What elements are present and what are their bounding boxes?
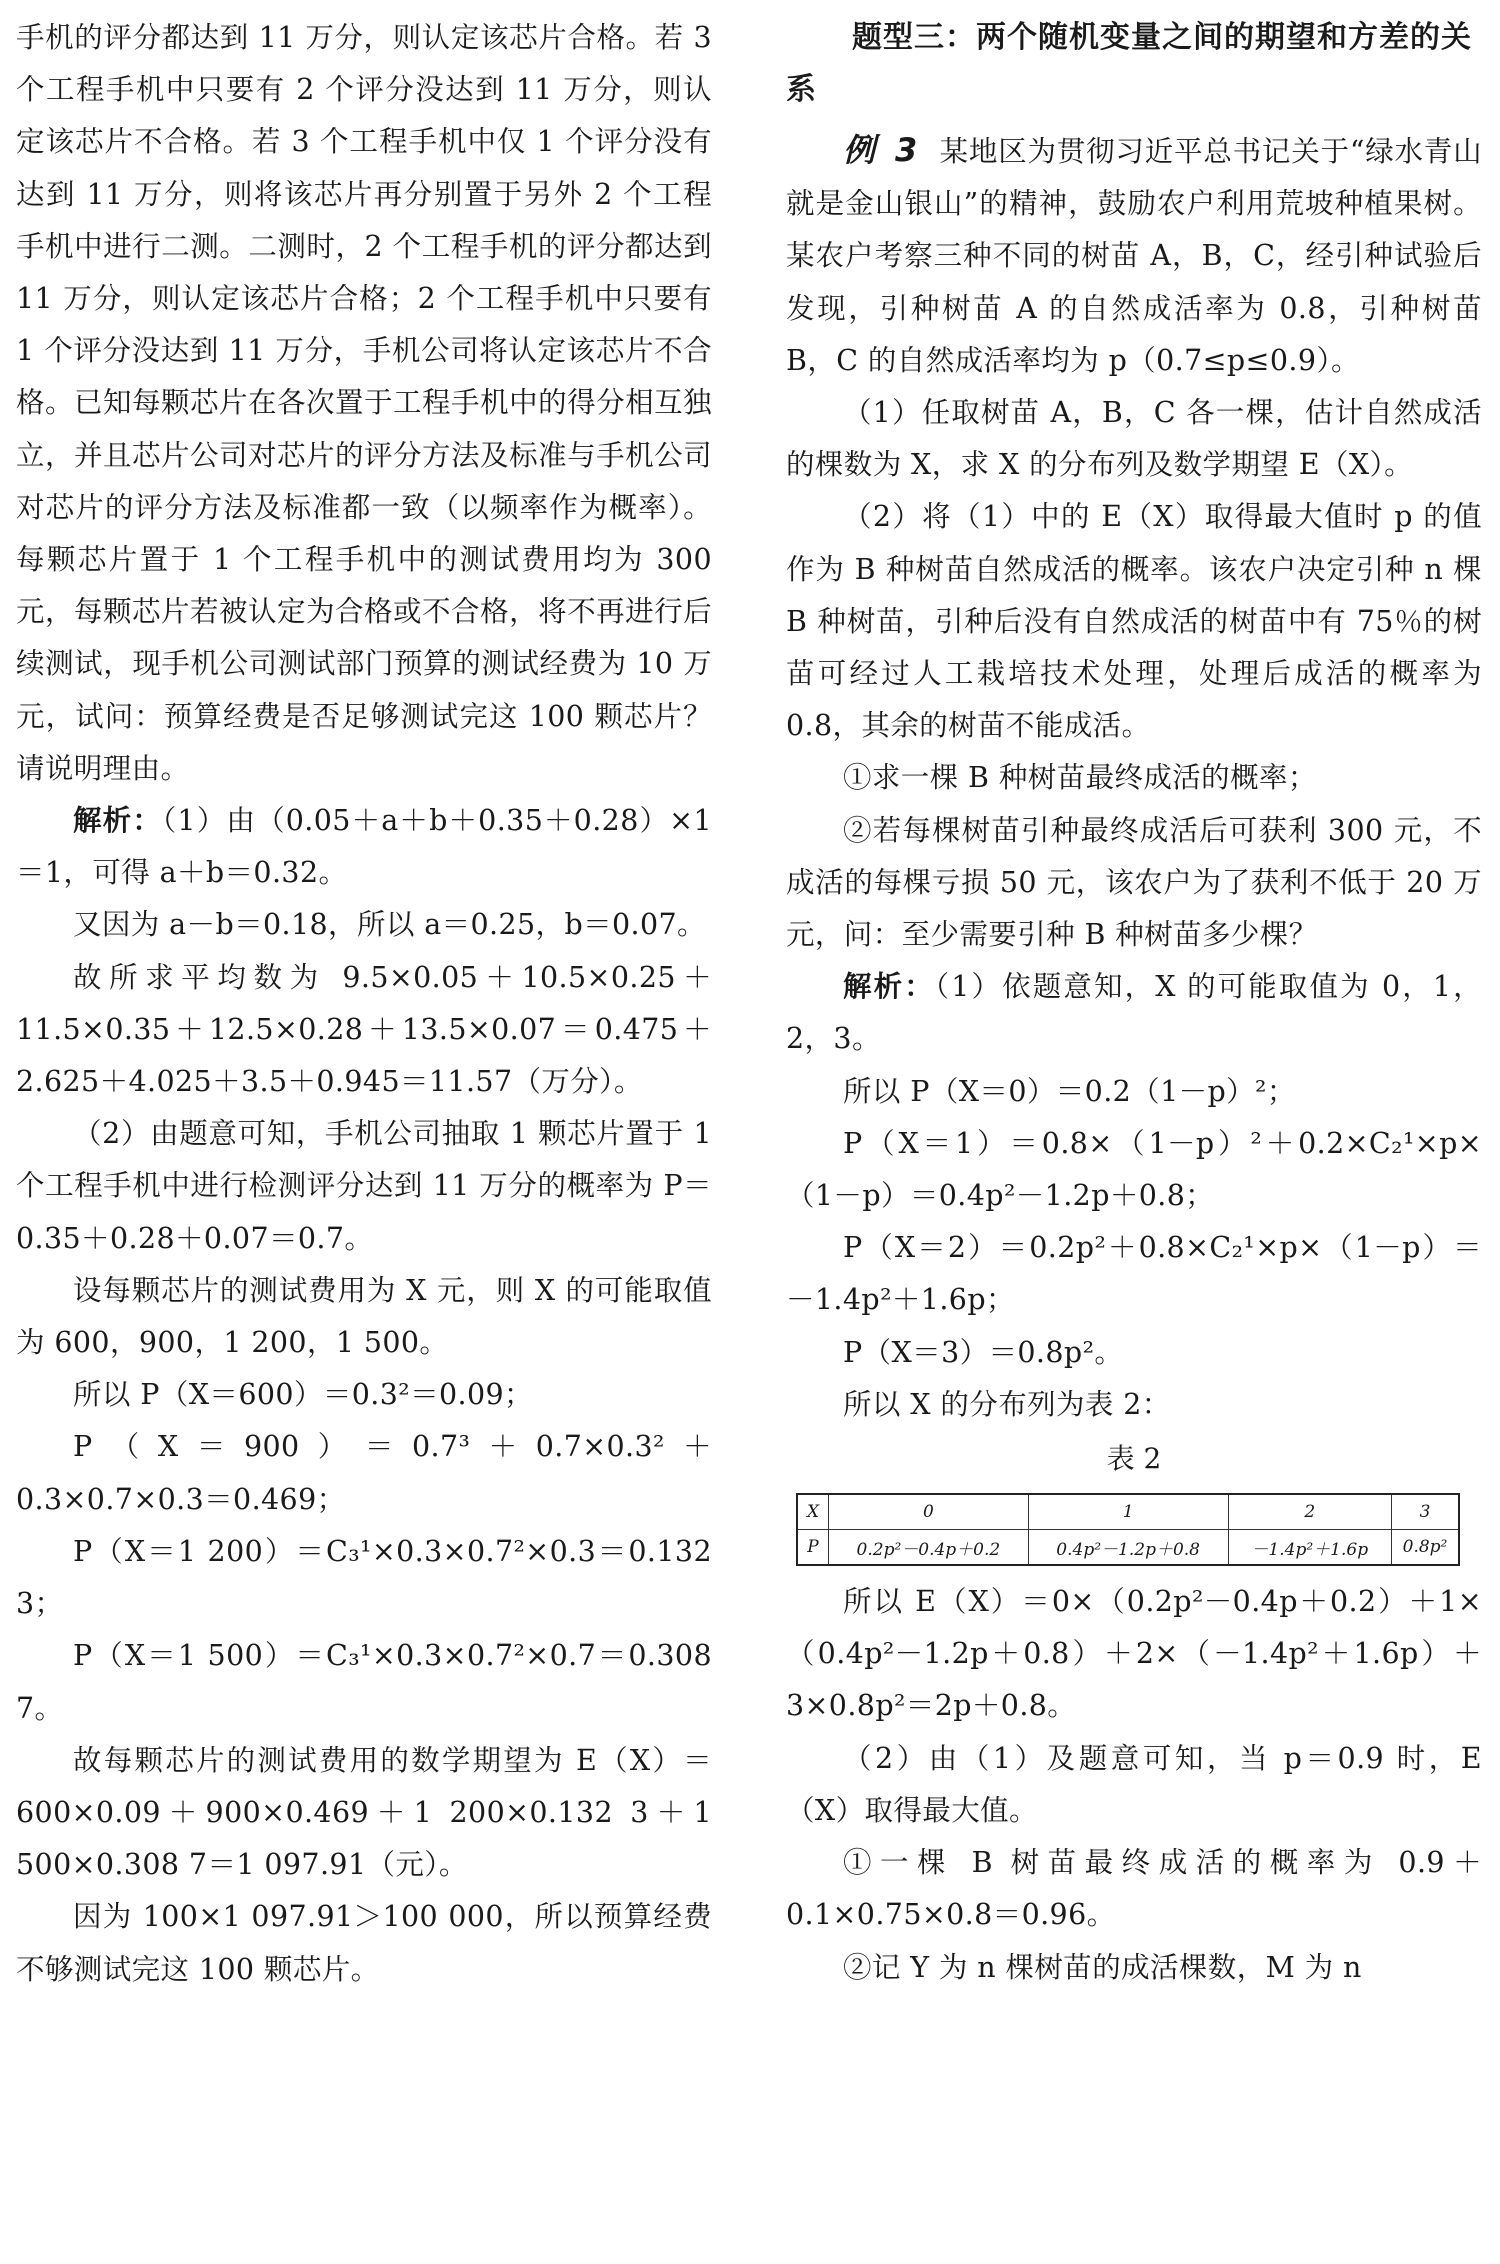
question-2-1: ①求一棵 B 种树苗最终成活的概率； <box>843 761 1317 795</box>
px1: P（X＝1）＝0.8×（1－p）²＋0.2×C₂¹×p×（1－p）＝0.4p²－1.2p＋0.8； <box>786 1126 1482 1213</box>
px3: P（X＝3）＝0.8p²。 <box>843 1335 1124 1369</box>
solution-line: 又因为 a－b＝0.18，所以 a＝0.25，b＝0.07。 <box>73 908 706 942</box>
table-cell: 1 <box>1028 1494 1228 1530</box>
table-cell: 3 <box>1391 1494 1459 1530</box>
section-heading: 题型三：两个随机变量之间的期望和方差的关系 <box>786 20 1472 107</box>
ex-expectation: 所以 E（X）＝0×（0.2p²－0.4p＋0.2）＋1×（0.4p²－1.2p＋0.8）＋2×（－1.4p²＋1.6p）＋3×0.8p²＝2p＋0.8。 <box>786 1585 1482 1723</box>
conclusion: 因为 100×1 097.91＞100 000，所以预算经费不够测试完这 100 颗芯片。 <box>16 1900 712 1986</box>
table-cell: X <box>797 1494 829 1530</box>
solution-part2-2: ②记 Y 为 n 棵树苗的成活棵数，M 为 n <box>843 1950 1362 1984</box>
prob-1500: P（X＝1 500）＝C₃¹×0.3×0.7²×0.7＝0.308 7。 <box>16 1639 712 1725</box>
solution-part1-intro: 解析：（1）由（0.05＋a＋b＋0.35＋0.28）×1＝1，可得 a＋b＝0.32。 <box>16 804 712 890</box>
table-cell: 0.8p² <box>1391 1530 1459 1566</box>
right-column <box>786 12 1482 1994</box>
solution-lead: 解析： <box>843 970 935 1004</box>
solution-part1: 解析：（1）依题意知，X 的可能取值为 0，1，2，3。 <box>786 970 1482 1056</box>
table-cell: 2 <box>1228 1494 1391 1530</box>
prob-1200: P（X＝1 200）＝C₃¹×0.3×0.7²×0.3＝0.132 3； <box>16 1534 712 1621</box>
example-3-statement: 例 3 某地区为贯彻习近平总书记关于“绿水青山就是金山银山”的精神，鼓励农户利用荒坡种植果树。某农户考察三种不同的树苗 A，B，C，经引种试验后发现，引种树苗 A 的自然成活率为 0.8，引种树苗 B，C 的自然成活率均为 p（0.7≤p≤0.9）。 <box>786 131 1482 377</box>
table-cell: －1.4p²＋1.6p <box>1228 1530 1391 1566</box>
problem-continuation: 手机的评分都达到 11 万分，则认定该芯片合格。若 3 个工程手机中只要有 2 个评分没达到 11 万分，则认定该芯片不合格。若 3 个工程手机中仅 1 个评分没有达到 11 万分，则将该芯片再分别置于另外 2 个工程手机中进行二测。二测时，2 个工程手机的评分都达到 11 万分，则认定该芯片合格；2 个工程手机中只要有 1 个评分没达到 11 万分，手机公司将认定该芯片不合格。已知每颗芯片在各次置于工程手机中的得分相互独立，并且芯片公司对芯片的评分方法及标准与手机公司对芯片的评分方法及标准都一致（以频率作为概率）。每颗芯片置于 1 个工程手机中的测试费用均为 300 元，每颗芯片若被认定为合格或不合格，将不再进行后续测试，现手机公司测试部门预算的测试经费为 10 万元，试问：预算经费是否足够测试完这 100 颗芯片？请说明理由。 <box>16 21 712 785</box>
solution-mean: 故所求平均数为 9.5×0.05＋10.5×0.25＋11.5×0.35＋12.5×0.28＋13.5×0.07＝0.475＋2.625＋4.025＋3.5＋0.945＝11.57（万分）。 <box>16 960 712 1099</box>
table-cell: 0.2p²－0.4p＋0.2 <box>829 1530 1029 1566</box>
px0: 所以 P（X＝0）＝0.2（1－p）²； <box>843 1074 1296 1108</box>
question-1: （1）任取树苗 A，B，C 各一棵，估计自然成活的棵数为 X，求 X 的分布列及数学期望 E（X）。 <box>786 396 1482 482</box>
table-cell: 0.4p²－1.2p＋0.8 <box>1028 1530 1228 1566</box>
table-row <box>797 1494 1459 1530</box>
solution-part2: （2）由题意可知，手机公司抽取 1 颗芯片置于 1 个工程手机中进行检测评分达到 11 万分的概率为 P＝0.35＋0.28＋0.07＝0.7。 <box>16 1117 712 1255</box>
question-2-2: ②若每棵树苗引种最终成活后可获利 300 元，不成活的每棵亏损 50 元，该农户为了获利不低于 20 万元，问：至少需要引种 B 种树苗多少棵？ <box>786 813 1482 952</box>
expectation: 故每颗芯片的测试费用的数学期望为 E（X）＝600×0.09＋900×0.469＋1 200×0.132 3＋1 500×0.308 7＝1 097.91（元）。 <box>16 1743 712 1882</box>
question-2: （2）将（1）中的 E（X）取得最大值时 p 的值作为 B 种树苗自然成活的概率。该农户决定引种 n 棵 B 种树苗，引种后没有自然成活的树苗中有 75％的树苗可经过人工栽培技术处理，处理后成活的概率为 0.8，其余的树苗不能成活。 <box>786 500 1482 743</box>
solution-line: 设每颗芯片的测试费用为 X 元，则 X 的可能取值为 600，900，1 200，1 500。 <box>16 1273 712 1360</box>
solution-lead: 解析： <box>73 804 163 838</box>
table-cell: P <box>797 1530 829 1566</box>
table-cell: 0 <box>829 1494 1029 1530</box>
solution-part2: （2）由（1）及题意可知，当 p＝0.9 时，E（X）取得最大值。 <box>786 1741 1482 1827</box>
solution-part2-1: ①一棵 B 树苗最终成活的概率为 0.9＋0.1×0.75×0.8＝0.96。 <box>786 1846 1482 1932</box>
table-intro: 所以 X 的分布列为表 2： <box>843 1387 1171 1421</box>
table-caption: 表 2 <box>1106 1442 1162 1476</box>
table-row <box>797 1530 1459 1566</box>
px2: P（X＝2）＝0.2p²＋0.8×C₂¹×p×（1－p）＝－1.4p²＋1.6p； <box>786 1231 1482 1317</box>
left-column <box>16 12 712 1996</box>
distribution-table <box>796 1493 1460 1566</box>
prob-600: 所以 P（X＝600）＝0.3²＝0.09； <box>73 1378 533 1412</box>
example-badge: 例 3 <box>843 131 922 169</box>
prob-900: P（X＝900）＝0.7³＋0.7×0.3²＋0.3×0.7×0.3＝0.469； <box>16 1430 712 1516</box>
